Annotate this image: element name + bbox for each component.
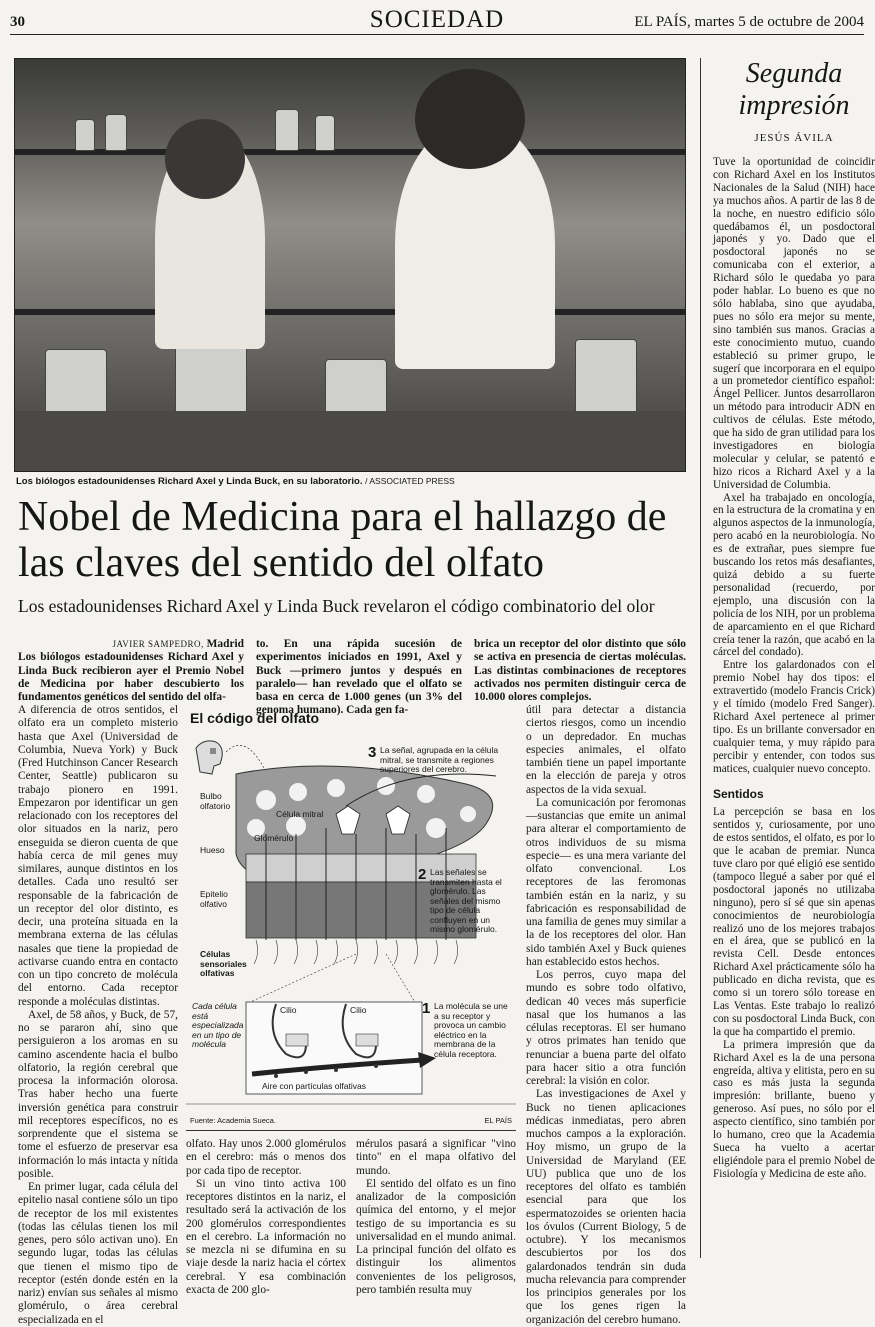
lab-photo [14,58,686,472]
opinion-subtitle: Sentidos [713,786,764,801]
label-hueso: Hueso [200,845,225,855]
opinion-body: Tuve la oportunidad de coincidir con Richard Axel en los Institutos Nacionales de la Salud (NIH) hace ya muchos años. A partir de las 8 de la noche, en nuestro edificio sólo quedábamos él, un posdoctoral japonés y yo. Dado que el posdoctoral japonés no se comunicaba con el exterior, a Richard sólo le quedaba yo para poder hablar. Lo bueno es que no sólo hablaba, sino que ayudaba, pues no sólo era mejor su mente, sino también sus manos. Gracias a este conocimiento mutuo, cuando estableció su primer grupo, le sugerí que incorporara en el equipo a un prometedor científico español: Ángel Pellicer. Juntos desarrollaron un método para introducir ADN en cultivos de células. Este método, que ha sido de gran utilidad para los investigadores en biología molecular y celular, se patentó e hizo ricos a Richard Axel y a la Universidad de Columbia. Axel ha trabajado en oncología, en la estructura de la cromatina y en algunos aspectos de la inmunología, pero acabó en la neurobiología. No es de extrañar, pues siempre fue buscando los retos más desafiantes, quizá debido a su fuerte personalidad (recuerdo, por ejemplo, una discusión con la policía de los NIH, por un problema de aparcamiento en el que Richard creía tener la razón, que acabó en la cárcel del condado). Entre los galardonados con el premio Nobel hay dos tipos: el extravertido (modelo Francis Crick) y el tímido (modelo Fred Sanger). Richard Axel pertenece al primer tipo. Es un brillante conversador en cualquier tema, y muy rápido para percibir y entender, con todos sus matices, cualquier nuevo concepto. Sentidos La percepción se basa en los sentidos y, curiosamente, por uno de estos sentidos, el olfato, es por lo que le acaban de premiar. Nunca tuve claro por qué eligió ese sentido (tampoco llegué a saber por qué el posdoctoral japonés no utilizaba ninguno), pero sí sé que sin apenas conocimientos de neurobiología realizó uno de los mejores trabajos en el área, que se publicó en la revista Cell. Desde entonces Richard Axel prácticamente sólo ha publicado en dicha revista, que es como si un torero sólo torease en Las Ventas. Este trabajo lo realizó con su posdoctoral Linda Buck, con la que ha compartido el premio. La primera impresión que da Richard Axel es la de una persona engreída, altiva y elitista, pero en su caso es más justa la segunda impresión: brillante, bueno y generoso. Así pues, no sólo por el aspecto científico, sino también por lo humano, creo que la Academia Sueca ha vuelto a acertar eligiéndole para el premio Nobel de Fisiología y Medicina de este año. [713,156,875,1180]
page-number: 30 [10,14,25,30]
label-aire: Aire con partículas olfativas [262,1081,366,1091]
label-celulas-sensoriales: Células sensoriales olfativas [200,949,247,978]
subheadline: Los estadounidenses Richard Axel y Linda Buck revelaron el código combinatorio del olor [18,596,655,616]
section-title: SOCIEDAD [369,6,505,33]
step-1-text: La molécula se une a su receptor y provoca un cambio eléctrico en la membrana de la célula receptora. [434,1001,508,1059]
label-celula-mitral: Célula mitral [276,809,324,819]
label-epitelio: Epitelio olfativo [200,889,228,909]
step-3-number: 3 [368,744,377,761]
photo-caption: Los biólogos estadounidenses Richard Axel y Linda Buck, en su laboratorio. / ASSOCIATED PRESS [16,476,455,487]
head-icon [196,741,222,774]
label-cilio-a: Cilio [280,1005,297,1015]
opinion-column [700,58,875,1258]
lead-col-3: brica un receptor del olor distinto que sólo se activa en presencia de ciertas moléculas. Las distintas combinaciones de receptores activados nos permiten distinguir cerca de 10.000 olores complejos. [474,638,686,703]
body-col-4: útil para detectar a distancia ciertos riesgos, como un incendio o un depredador. En muchas especies animales, el olfato también tiene un papel importante en la elección de pareja y otros aspectos de la vida sexual. La comunicación por feromonas —sustancias que emite un animal para alterar el comportamiento de otros individuos de su misma especie— es una mera variante del olfato convencional. Los receptores de las feromonas también están en la nariz, y su fabricación es responsabilidad de una familia de genes muy similar a la de los receptores del olor. Han sido también Axel y Buck quienes han establecido estos hechos. Los perros, cuyo mapa del mundo es sobre todo olfativo, dedican 40 veces más superficie nasal que los humanos a las células receptoras. El ser humano y otros primates han tenido que renunciar a buena parte del olfato para hacer sitio a otra función cerebral: la visión en color. Las investigaciones de Axel y Buck no tienen aplicaciones médicas inmediatas, pero abren muchos campos a la exploración. Hoy mismo, un grupo de la Universidad de Maryland (EE UU) publica que uno de los receptores del olfato es también esencial para que los espermatozoides se orienten hacia los óvulos (Current Biology, 5 de octubre). Y los mecanismos descubiertos por los dos galardonados tendrán sin duda mucha relevancia para comprender los principios generales por los que los genes rigen la organización del cerebro humano. [526,704,686,1326]
infographic-title: El código del olfato [190,710,320,726]
infographic-credit: EL PAÍS [484,1116,512,1125]
infographic [186,704,516,1131]
label-glomerulo: Glomérulo [254,833,294,843]
body-col-1: A diferencia de otros sentidos, el olfato era un completo misterio hasta que Axel (Universidad de Columbia, Nueva York) y Buck (Fred Hutchinson Cancer Research Center, Seattle) publicaron su trabajo pionero en 1991. Empezaron por identificar un gen relacionado con los receptores del olor situados en la nariz, pero enseguida se dieron cuenta de que había cerca de mil genes muy similares, aunque distintos en los detalles. Cada uno resultó ser responsable de la fabricación de un receptor del olor distinto, es decir, una proteína situada en la membrana externa de las células nasales que tiene la propiedad de activarse cuando entra en contacto con un tipo concreto de molécula del entorno. Cada receptor responde a moléculas distintas. Axel, de 58 años, y Buck, de 57, no se pararon ahí, sino que persiguieron a los aromas en su camino ascendente hacia el bulbo olfatorio, la región cerebral que procesa la información olorosa. Tras haber hecho una fuerte inversión genética para construir mil receptores específicos, no es sorprendente que el sistema se tome el esfuerzo de preservar esa información lo más intacta y nítida posible. En primer lugar, cada célula del epitelio nasal contiene sólo un tipo de receptor de los mil existentes (todas las células tienen los mil genes, pero sólo activan uno). En segundo lugar, todas las células que tienen el mismo tipo de receptor (estén donde estén en la nariz) envían sus señales al mismo glomérulo, o área cerebral especializada en el [18,704,178,1326]
lead-col-1: JAVIER SAMPEDRO, Madrid Los biólogos estadounidenses Richard Axel y Linda Buck recibieron ayer el Premio Nobel de Medicina por haber descubierto los fundamentos genéticos del sentido del olfa- [18,638,244,703]
label-bulbo: Bulbo olfatorio [200,791,231,811]
infographic-source: Fuente: Academia Sueca. [190,1116,276,1125]
label-cilio-b: Cilio [350,1005,367,1015]
opinion-title: Segunda impresión [738,58,850,121]
body-col-3: mérulos pasará a significar "vino tinto" en el mapa olfativo del mundo. El sentido del olfato es un fino analizador de la composición química del entorno, y el mejor testigo de su importancia es su universalidad en el mundo animal. La principal función del olfato es distinguir los alimentos convenientes de los peligrosos, pero también resulta muy [356,1138,516,1296]
opinion-author: JESÚS ÁVILA [754,132,834,144]
step-2-text: Las señales se transmiten hasta el glomérulo. Las señales del mismo tipo de célula confluyen en un mismo glomérulo. [430,867,502,934]
masthead-rule [10,34,864,35]
edition-date: EL PAÍS, martes 5 de octubre de 2004 [634,14,864,30]
label-cada-celula: Cada célula está especializada en un tipo de molécula [192,1001,244,1049]
body-col-2: olfato. Hay unos 2.000 glomérulos en el cerebro: más o menos dos por cada tipo de receptor. Si un vino tinto activa 100 receptores distintos en la nariz, el resultado será la activación de los 200 glomérulos correspondientes en el cerebro. La información no se mezcla ni se difumina en su viaje desde la nariz hacia el córtex cerebral. Y esa combinación exacta de 200 glo- [186,1138,346,1296]
step-1-number: 1 [422,1000,431,1017]
headline: Nobel de Medicina para el hallazgo de las claves del sentido del olfato [18,494,667,586]
step-2-number: 2 [418,866,427,883]
step-3-text: La señal, agrupada en la célula mitral, se transmite a regiones superiores del cerebro. [380,745,499,774]
lead-col-2: to. En una rápida sucesión de experimentos iniciados en 1991, Axel y Buck —primero juntos y después en paralelo— han revelado que el olfato se basa en cerca de 1.000 genes (un 3% del genoma humano). Cada gen fa- [256,638,462,717]
